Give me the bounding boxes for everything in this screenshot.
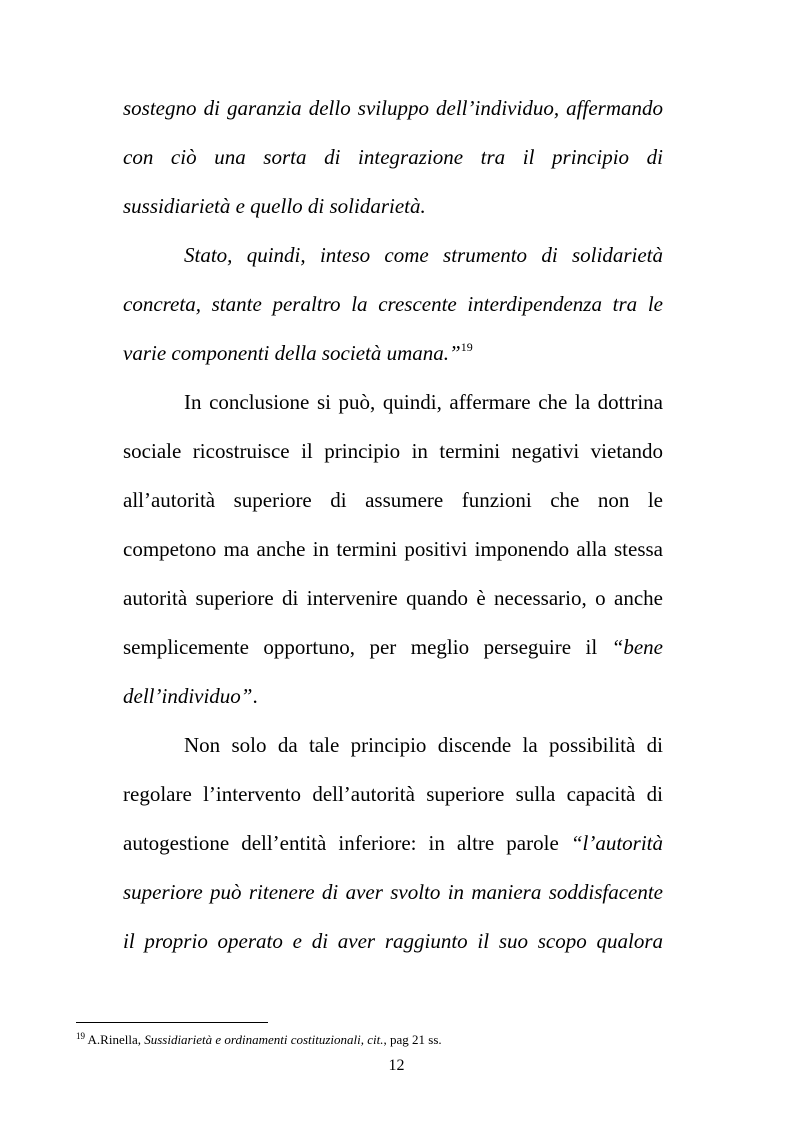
quoted-text: “l’autorità bbox=[570, 831, 664, 855]
body-line: In conclusione si può, quindi, affermare che la dottrina bbox=[184, 390, 663, 414]
quoted-text: dell’individuo” bbox=[123, 684, 253, 708]
body-line bbox=[123, 634, 663, 660]
body-line: all’autorità superiore di assumere funzioni che non le bbox=[123, 488, 663, 512]
line-text: autogestione dell’entità inferiore: in altre parole bbox=[123, 831, 559, 855]
footnote-number: 19 bbox=[76, 1031, 85, 1041]
body-line: Non solo da tale principio discende la possibilità di bbox=[184, 733, 663, 757]
body-line: competono ma anche in termini positivi imponendo alla stessa bbox=[123, 537, 663, 561]
period: . bbox=[252, 684, 258, 708]
body-line: sussidiarietà e quello di solidarietà. bbox=[123, 194, 426, 218]
footnote-separator bbox=[76, 1022, 268, 1023]
quote-end: varie componenti della società umana.” bbox=[123, 341, 461, 365]
footnote-rest: , pag 21 ss. bbox=[383, 1032, 442, 1047]
footnote bbox=[76, 1032, 442, 1048]
body-line: Stato, quindi, inteso come strumento di solidarietà bbox=[184, 243, 663, 267]
body-line: il proprio operato e di aver raggiunto il suo scopo qualora bbox=[123, 929, 663, 953]
line-text: semplicemente opportuno, per meglio perseguire il bbox=[123, 635, 598, 659]
body-line: autorità superiore di intervenire quando è necessario, o anche bbox=[123, 586, 663, 610]
footnote-author: A.Rinella, bbox=[85, 1032, 145, 1047]
footnote-title: Sussidiarietà e ordinamenti costituzionali, cit. bbox=[144, 1032, 384, 1047]
body-line bbox=[123, 340, 663, 366]
body-line bbox=[123, 830, 663, 856]
body-line: superiore può ritenere di aver svolto in maniera soddisfacente bbox=[123, 880, 663, 904]
body-line bbox=[123, 683, 663, 709]
body-line: concreta, stante peraltro la crescente interdipendenza tra le bbox=[123, 292, 663, 316]
quoted-text: “bene bbox=[611, 635, 663, 659]
page-number: 12 bbox=[388, 1057, 405, 1074]
body-line: regolare l’intervento dell’autorità superiore sulla capacità di bbox=[123, 782, 663, 806]
body-line: con ciò una sorta di integrazione tra il principio di bbox=[123, 145, 663, 169]
footnote-reference: 19 bbox=[460, 340, 473, 354]
body-line: sociale ricostruisce il principio in termini negativi vietando bbox=[123, 439, 663, 463]
body-line: sostegno di garanzia dello sviluppo dell’individuo, affermando bbox=[123, 96, 663, 120]
